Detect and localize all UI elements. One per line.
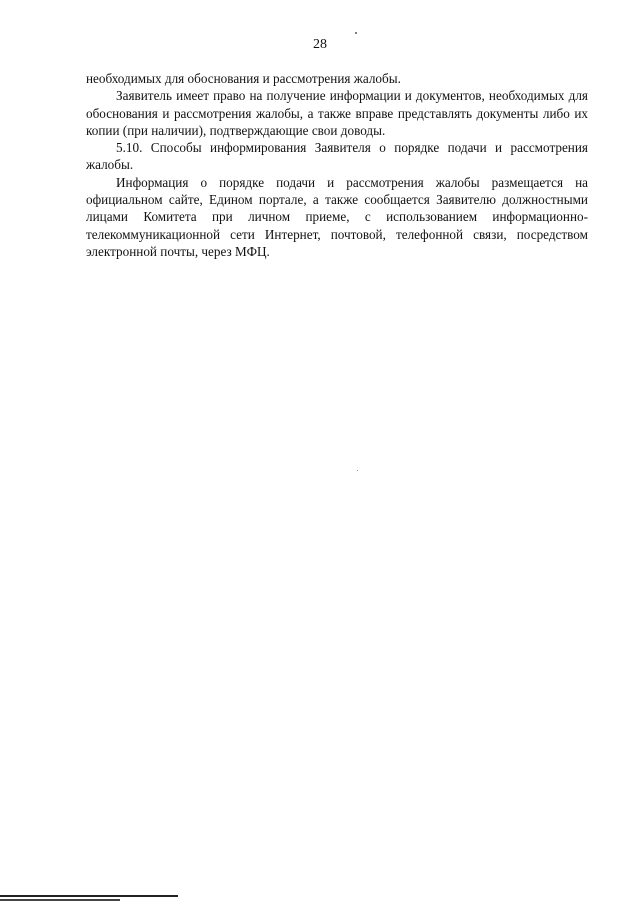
page-number: 28 <box>313 37 327 52</box>
scan-edge-mark <box>0 899 120 901</box>
section-heading-5-10: 5.10. Способы информирования Заявителя о порядке подачи и рассмотрения жалобы. <box>86 140 588 173</box>
paragraph-continuation: необходимых для обоснования и рассмотрения жалобы. <box>86 71 401 86</box>
scan-speck <box>357 470 358 471</box>
scan-edge-mark <box>0 895 178 897</box>
scan-speck <box>355 32 357 34</box>
document-body <box>86 70 588 260</box>
paragraph-information-methods: Информация о порядке подачи и рассмотрения жалобы размещается на официальном сайте, Едином портале, а также сообщается Заявителю должностными лицами Комитета при личном приеме, с использованием информационно-телекоммуникационной сети Интернет, почтовой, телефонной связи, посредством электронной почты, через МФЦ. <box>86 174 588 259</box>
paragraph-applicant-rights: Заявитель имеет право на получение информации и документов, необходимых для обоснования и рассмотрения жалобы, а также вправе представлять документы либо их копии (при наличии), подтверждающие свои доводы. <box>86 88 588 138</box>
